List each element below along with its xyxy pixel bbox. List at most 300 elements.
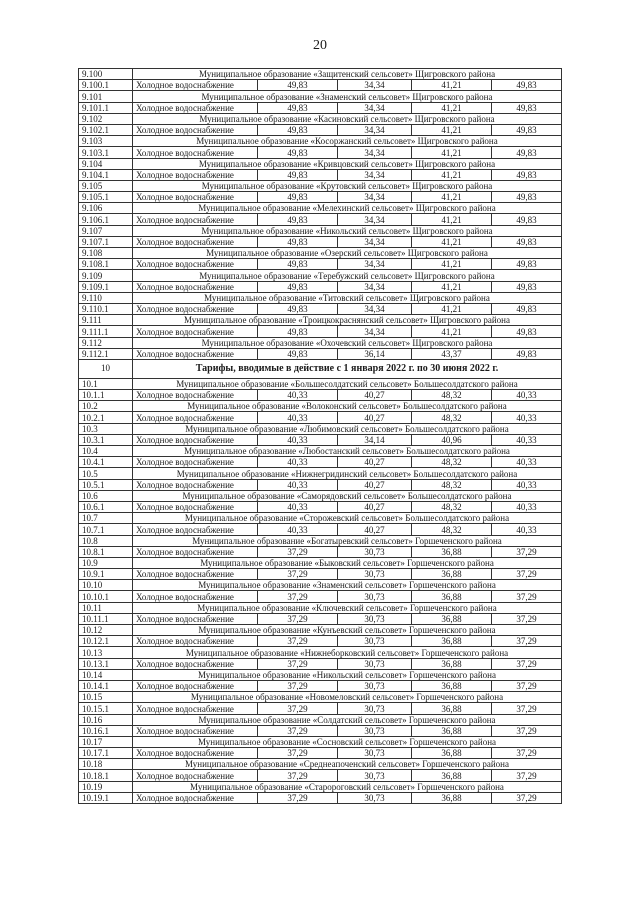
- tariff-value-3: 41,21: [412, 281, 492, 292]
- row-code: 9.100: [79, 69, 133, 80]
- municipality-name: Муниципальное образование «Троицкокраснянский сельсовет» Щигровского района: [133, 315, 562, 326]
- tariff-value-2: 34,34: [338, 259, 412, 270]
- municipality-name: Муниципальное образование «Мелехинский сельсовет» Щигровского района: [133, 203, 562, 214]
- entity-row: [79, 225, 562, 236]
- tariff-value-3: 36,88: [412, 546, 492, 557]
- tariff-value-3: 36,88: [412, 770, 492, 781]
- tariff-table: [78, 68, 562, 804]
- row-code: 10.3: [79, 423, 133, 434]
- tariff-value-3: 36,88: [412, 792, 492, 803]
- municipality-name: Муниципальное образование «Защитенский сельсовет» Щигровского района: [133, 69, 562, 80]
- entity-row: [79, 158, 562, 169]
- row-code: 10.17: [79, 736, 133, 747]
- row-code: 9.106: [79, 203, 133, 214]
- row-code: 10.1.1: [79, 390, 133, 401]
- tariff-value-2: 30,73: [338, 680, 412, 691]
- tariff-value-4: 37,29: [492, 636, 562, 647]
- row-code: 10.4.1: [79, 457, 133, 468]
- tariff-value-1: 37,29: [258, 725, 338, 736]
- tariff-value-3: 36,88: [412, 636, 492, 647]
- tariff-row: [79, 792, 562, 803]
- section-row: [79, 359, 562, 378]
- municipality-name: Муниципальное образование «Косоржанский сельсовет» Щигровского района: [133, 136, 562, 147]
- tariff-value-1: 37,29: [258, 658, 338, 669]
- tariff-value-3: 41,21: [412, 236, 492, 247]
- tariff-value-2: 34,34: [338, 236, 412, 247]
- service-name: Холодное водоснабжение: [133, 390, 258, 401]
- tariff-row: [79, 703, 562, 714]
- entity-row: [79, 315, 562, 326]
- entity-row: [79, 647, 562, 658]
- tariff-value-4: 37,29: [492, 680, 562, 691]
- tariff-value-1: 49,83: [258, 236, 338, 247]
- tariff-value-1: 49,83: [258, 80, 338, 91]
- tariff-value-1: 37,29: [258, 792, 338, 803]
- entity-row: [79, 401, 562, 412]
- row-code: 9.110: [79, 292, 133, 303]
- tariff-value-1: 49,83: [258, 214, 338, 225]
- row-code: 10.11: [79, 602, 133, 613]
- service-name: Холодное водоснабжение: [133, 259, 258, 270]
- row-code: 9.108: [79, 248, 133, 259]
- entity-row: [79, 378, 562, 389]
- tariff-value-2: 30,73: [338, 792, 412, 803]
- tariff-row: [79, 303, 562, 314]
- row-code: 9.101.1: [79, 102, 133, 113]
- page-number: 20: [313, 38, 327, 53]
- tariff-value-2: 34,34: [338, 102, 412, 113]
- tariff-row: [79, 725, 562, 736]
- tariff-value-4: 49,83: [492, 281, 562, 292]
- service-name: Холодное водоснабжение: [133, 80, 258, 91]
- service-name: Холодное водоснабжение: [133, 680, 258, 691]
- municipality-name: Муниципальное образование «Знаменский сельсовет» Горшеченского района: [133, 580, 562, 591]
- tariff-value-4: 49,83: [492, 102, 562, 113]
- entity-row: [79, 136, 562, 147]
- tariff-row: [79, 434, 562, 445]
- tariff-value-1: 37,29: [258, 680, 338, 691]
- tariff-value-2: 40,27: [338, 457, 412, 468]
- tariff-value-4: 49,83: [492, 348, 562, 359]
- entity-row: [79, 580, 562, 591]
- tariff-value-4: 49,83: [492, 124, 562, 135]
- row-code: 10.18.1: [79, 770, 133, 781]
- tariff-row: [79, 412, 562, 423]
- row-code: 9.105: [79, 180, 133, 191]
- row-code: 10.1: [79, 378, 133, 389]
- tariff-value-4: 49,83: [492, 147, 562, 158]
- service-name: Холодное водоснабжение: [133, 434, 258, 445]
- entity-row: [79, 203, 562, 214]
- tariff-row: [79, 326, 562, 337]
- tariff-value-4: 37,29: [492, 725, 562, 736]
- entity-row: [79, 781, 562, 792]
- tariff-value-1: 40,33: [258, 457, 338, 468]
- service-name: Холодное водоснабжение: [133, 658, 258, 669]
- tariff-value-1: 37,29: [258, 591, 338, 602]
- row-code: 10.10: [79, 580, 133, 591]
- municipality-name: Муниципальное образование «Солдатский сельсовет» Горшеченского района: [133, 714, 562, 725]
- row-code: 10.5.1: [79, 479, 133, 490]
- tariff-value-4: 37,29: [492, 703, 562, 714]
- tariff-value-1: 49,83: [258, 348, 338, 359]
- tariff-row: [79, 569, 562, 580]
- tariff-value-4: 49,83: [492, 236, 562, 247]
- row-code: 9.104.1: [79, 169, 133, 180]
- row-code: 10.14.1: [79, 680, 133, 691]
- row-code: 9.111.1: [79, 326, 133, 337]
- tariff-value-4: 40,33: [492, 390, 562, 401]
- tariff-value-1: 49,83: [258, 259, 338, 270]
- section-title: Тарифы, вводимые в действие с 1 января 2022 г. по 30 июня 2022 г.: [133, 359, 562, 378]
- tariff-value-2: 34,34: [338, 303, 412, 314]
- tariff-value-3: 41,21: [412, 192, 492, 203]
- row-code: 9.111: [79, 315, 133, 326]
- entity-row: [79, 736, 562, 747]
- row-code: 9.112.1: [79, 348, 133, 359]
- tariff-value-3: 41,21: [412, 102, 492, 113]
- tariff-row: [79, 348, 562, 359]
- municipality-name: Муниципальное образование «Никольский сельсовет» Горшеченского района: [133, 669, 562, 680]
- service-name: Холодное водоснабжение: [133, 169, 258, 180]
- tariff-value-2: 30,73: [338, 591, 412, 602]
- tariff-row: [79, 236, 562, 247]
- tariff-value-2: 30,73: [338, 658, 412, 669]
- municipality-name: Муниципальное образование «Титовский сельсовет» Щигровского района: [133, 292, 562, 303]
- row-code: 10.3.1: [79, 434, 133, 445]
- entity-row: [79, 248, 562, 259]
- tariff-row: [79, 390, 562, 401]
- municipality-name: Муниципальное образование «Старороговский сельсовет» Горшеченского района: [133, 781, 562, 792]
- row-code: 9.106.1: [79, 214, 133, 225]
- entity-row: [79, 468, 562, 479]
- tariff-row: [79, 281, 562, 292]
- service-name: Холодное водоснабжение: [133, 412, 258, 423]
- service-name: Холодное водоснабжение: [133, 303, 258, 314]
- tariff-value-2: 34,34: [338, 124, 412, 135]
- row-code: 10.9: [79, 557, 133, 568]
- tariff-row: [79, 501, 562, 512]
- municipality-name: Муниципальное образование «Большесолдатский сельсовет» Большесолдатского района: [133, 378, 562, 389]
- tariff-value-4: 40,33: [492, 412, 562, 423]
- tariff-value-4: 40,33: [492, 457, 562, 468]
- municipality-name: Муниципальное образование «Сторожевский сельсовет» Большесолдатского района: [133, 513, 562, 524]
- tariff-value-2: 30,73: [338, 748, 412, 759]
- tariff-row: [79, 770, 562, 781]
- municipality-name: Муниципальное образование «Охочевский сельсовет» Щигровского района: [133, 337, 562, 348]
- row-code: 9.102.1: [79, 124, 133, 135]
- entity-row: [79, 292, 562, 303]
- row-code: 10.12: [79, 625, 133, 636]
- service-name: Холодное водоснабжение: [133, 236, 258, 247]
- row-code: 10.13: [79, 647, 133, 658]
- entity-row: [79, 759, 562, 770]
- tariff-value-1: 40,33: [258, 390, 338, 401]
- row-code: 10.6.1: [79, 501, 133, 512]
- tariff-value-4: 37,29: [492, 569, 562, 580]
- tariff-value-2: 30,73: [338, 546, 412, 557]
- row-code: 10.19.1: [79, 792, 133, 803]
- entity-row: [79, 714, 562, 725]
- row-code: 9.109: [79, 270, 133, 281]
- tariff-value-3: 48,32: [412, 479, 492, 490]
- service-name: Холодное водоснабжение: [133, 770, 258, 781]
- row-code: 9.109.1: [79, 281, 133, 292]
- row-code: 10.12.1: [79, 636, 133, 647]
- row-code: 10.16.1: [79, 725, 133, 736]
- entity-row: [79, 557, 562, 568]
- row-code: 9.100.1: [79, 80, 133, 91]
- tariff-value-3: 41,21: [412, 326, 492, 337]
- row-code: 10.5: [79, 468, 133, 479]
- tariff-value-1: 37,29: [258, 613, 338, 624]
- tariff-value-4: 49,83: [492, 169, 562, 180]
- tariff-value-3: 41,21: [412, 169, 492, 180]
- municipality-name: Муниципальное образование «Богатыревский сельсовет» Горшеченского района: [133, 535, 562, 546]
- tariff-value-3: 48,32: [412, 501, 492, 512]
- service-name: Холодное водоснабжение: [133, 124, 258, 135]
- tariff-value-3: 43,37: [412, 348, 492, 359]
- tariff-value-4: 49,83: [492, 80, 562, 91]
- row-code: 10.9.1: [79, 569, 133, 580]
- tariff-value-3: 41,21: [412, 80, 492, 91]
- row-code: 9.103.1: [79, 147, 133, 158]
- tariff-value-1: 37,29: [258, 636, 338, 647]
- row-code: 9.112: [79, 337, 133, 348]
- entity-row: [79, 337, 562, 348]
- row-code: 9.103: [79, 136, 133, 147]
- tariff-value-2: 34,14: [338, 434, 412, 445]
- service-name: Холодное водоснабжение: [133, 501, 258, 512]
- tariff-value-2: 40,27: [338, 390, 412, 401]
- tariff-value-3: 41,21: [412, 303, 492, 314]
- tariff-value-4: 40,33: [492, 524, 562, 535]
- tariff-row: [79, 748, 562, 759]
- tariff-value-1: 40,33: [258, 524, 338, 535]
- tariff-row: [79, 169, 562, 180]
- service-name: Холодное водоснабжение: [133, 479, 258, 490]
- service-name: Холодное водоснабжение: [133, 457, 258, 468]
- tariff-value-1: 37,29: [258, 703, 338, 714]
- section-code: 10: [79, 359, 133, 378]
- service-name: Холодное водоснабжение: [133, 281, 258, 292]
- tariff-value-4: 40,33: [492, 479, 562, 490]
- row-code: 10.14: [79, 669, 133, 680]
- tariff-row: [79, 591, 562, 602]
- tariff-value-3: 48,32: [412, 412, 492, 423]
- tariff-value-4: 40,33: [492, 501, 562, 512]
- entity-row: [79, 446, 562, 457]
- row-code: 10.15: [79, 692, 133, 703]
- tariff-value-3: 41,21: [412, 124, 492, 135]
- row-code: 10.15.1: [79, 703, 133, 714]
- tariff-value-3: 48,32: [412, 390, 492, 401]
- municipality-name: Муниципальное образование «Касиновский сельсовет» Щигровского района: [133, 113, 562, 124]
- tariff-value-1: 49,83: [258, 303, 338, 314]
- entity-row: [79, 423, 562, 434]
- tariff-value-4: 49,83: [492, 214, 562, 225]
- tariff-value-2: 34,34: [338, 326, 412, 337]
- tariff-value-1: 49,83: [258, 281, 338, 292]
- entity-row: [79, 535, 562, 546]
- tariff-value-4: 49,83: [492, 326, 562, 337]
- tariff-value-2: 30,73: [338, 569, 412, 580]
- tariff-value-2: 40,27: [338, 524, 412, 535]
- tariff-value-3: 36,88: [412, 680, 492, 691]
- tariff-row: [79, 636, 562, 647]
- tariff-table-body: [79, 69, 562, 804]
- service-name: Холодное водоснабжение: [133, 192, 258, 203]
- tariff-row: [79, 479, 562, 490]
- entity-row: [79, 625, 562, 636]
- tariff-value-1: 40,33: [258, 501, 338, 512]
- entity-row: [79, 692, 562, 703]
- tariff-value-4: 37,29: [492, 591, 562, 602]
- tariff-value-1: 40,33: [258, 434, 338, 445]
- service-name: Холодное водоснабжение: [133, 703, 258, 714]
- row-code: 9.101: [79, 91, 133, 102]
- tariff-value-1: 37,29: [258, 546, 338, 557]
- tariff-value-2: 30,73: [338, 770, 412, 781]
- row-code: 10.7.1: [79, 524, 133, 535]
- entity-row: [79, 513, 562, 524]
- row-code: 9.110.1: [79, 303, 133, 314]
- municipality-name: Муниципальное образование «Любимовский сельсовет» Большесолдатского района: [133, 423, 562, 434]
- row-code: 10.16: [79, 714, 133, 725]
- entity-row: [79, 91, 562, 102]
- row-code: 10.7: [79, 513, 133, 524]
- entity-row: [79, 490, 562, 501]
- tariff-value-3: 36,88: [412, 703, 492, 714]
- row-code: 9.102: [79, 113, 133, 124]
- tariff-value-2: 36,14: [338, 348, 412, 359]
- tariff-value-2: 40,27: [338, 479, 412, 490]
- entity-row: [79, 69, 562, 80]
- tariff-value-3: 36,88: [412, 748, 492, 759]
- tariff-value-4: 37,29: [492, 748, 562, 759]
- tariff-value-2: 30,73: [338, 613, 412, 624]
- service-name: Холодное водоснабжение: [133, 102, 258, 113]
- tariff-value-3: 36,88: [412, 725, 492, 736]
- municipality-name: Муниципальное образование «Волоконский сельсовет» Большесолдатского района: [133, 401, 562, 412]
- tariff-value-4: 37,29: [492, 613, 562, 624]
- tariff-value-2: 34,34: [338, 192, 412, 203]
- tariff-value-3: 41,21: [412, 147, 492, 158]
- municipality-name: Муниципальное образование «Среднеапоченский сельсовет» Горшеченского района: [133, 759, 562, 770]
- tariff-value-2: 40,27: [338, 412, 412, 423]
- row-code: 9.107.1: [79, 236, 133, 247]
- tariff-value-3: 36,88: [412, 658, 492, 669]
- municipality-name: Муниципальное образование «Никольский сельсовет» Щигровского района: [133, 225, 562, 236]
- row-code: 10.10.1: [79, 591, 133, 602]
- row-code: 10.8: [79, 535, 133, 546]
- tariff-value-1: 49,83: [258, 124, 338, 135]
- municipality-name: Муниципальное образование «Быковский сельсовет» Горшеченского района: [133, 557, 562, 568]
- municipality-name: Муниципальное образование «Кривцовский сельсовет» Щигровского района: [133, 158, 562, 169]
- tariff-value-3: 48,32: [412, 524, 492, 535]
- row-code: 9.107: [79, 225, 133, 236]
- tariff-value-4: 49,83: [492, 192, 562, 203]
- tariff-value-2: 30,73: [338, 636, 412, 647]
- municipality-name: Муниципальное образование «Ключевский сельсовет» Горшеченского района: [133, 602, 562, 613]
- tariff-value-1: 40,33: [258, 412, 338, 423]
- tariff-row: [79, 680, 562, 691]
- row-code: 10.2: [79, 401, 133, 412]
- tariff-value-4: 49,83: [492, 303, 562, 314]
- service-name: Холодное водоснабжение: [133, 524, 258, 535]
- tariff-value-2: 30,73: [338, 703, 412, 714]
- tariff-value-2: 34,34: [338, 281, 412, 292]
- tariff-value-4: 37,29: [492, 658, 562, 669]
- tariff-row: [79, 80, 562, 91]
- tariff-value-1: 37,29: [258, 748, 338, 759]
- row-code: 10.6: [79, 490, 133, 501]
- tariff-row: [79, 457, 562, 468]
- entity-row: [79, 113, 562, 124]
- municipality-name: Муниципальное образование «Нижнегридинский сельсовет» Большесолдатского района: [133, 468, 562, 479]
- service-name: Холодное водоснабжение: [133, 348, 258, 359]
- tariff-row: [79, 658, 562, 669]
- tariff-row: [79, 259, 562, 270]
- service-name: Холодное водоснабжение: [133, 636, 258, 647]
- tariff-value-2: 40,27: [338, 501, 412, 512]
- row-code: 10.2.1: [79, 412, 133, 423]
- tariff-value-3: 40,96: [412, 434, 492, 445]
- tariff-row: [79, 613, 562, 624]
- tariff-value-2: 34,34: [338, 169, 412, 180]
- tariff-value-4: 37,29: [492, 770, 562, 781]
- tariff-row: [79, 546, 562, 557]
- tariff-value-4: 40,33: [492, 434, 562, 445]
- tariff-value-2: 30,73: [338, 725, 412, 736]
- tariff-value-3: 41,21: [412, 259, 492, 270]
- row-code: 9.105.1: [79, 192, 133, 203]
- row-code: 10.11.1: [79, 613, 133, 624]
- municipality-name: Муниципальное образование «Сосновский сельсовет» Горшеченского района: [133, 736, 562, 747]
- tariff-value-1: 37,29: [258, 770, 338, 781]
- tariff-value-4: 37,29: [492, 546, 562, 557]
- service-name: Холодное водоснабжение: [133, 748, 258, 759]
- municipality-name: Муниципальное образование «Нижнеборковский сельсовет» Горшеченского района: [133, 647, 562, 658]
- entity-row: [79, 602, 562, 613]
- tariff-row: [79, 124, 562, 135]
- tariff-value-1: 49,83: [258, 169, 338, 180]
- tariff-value-3: 36,88: [412, 591, 492, 602]
- service-name: Холодное водоснабжение: [133, 591, 258, 602]
- tariff-row: [79, 147, 562, 158]
- tariff-value-4: 37,29: [492, 792, 562, 803]
- tariff-value-1: 49,83: [258, 102, 338, 113]
- tariff-row: [79, 192, 562, 203]
- row-code: 9.104: [79, 158, 133, 169]
- row-code: 9.108.1: [79, 259, 133, 270]
- service-name: Холодное водоснабжение: [133, 147, 258, 158]
- tariff-value-1: 49,83: [258, 192, 338, 203]
- tariff-value-1: 49,83: [258, 147, 338, 158]
- tariff-value-1: 49,83: [258, 326, 338, 337]
- row-code: 10.18: [79, 759, 133, 770]
- row-code: 10.17.1: [79, 748, 133, 759]
- row-code: 10.4: [79, 446, 133, 457]
- row-code: 10.13.1: [79, 658, 133, 669]
- tariff-value-3: 36,88: [412, 613, 492, 624]
- municipality-name: Муниципальное образование «Новомеловский сельсовет» Горшеченского района: [133, 692, 562, 703]
- municipality-name: Муниципальное образование «Крутовский сельсовет» Щигровского района: [133, 180, 562, 191]
- entity-row: [79, 669, 562, 680]
- row-code: 10.8.1: [79, 546, 133, 557]
- municipality-name: Муниципальное образование «Теребужский сельсовет» Щигровского района: [133, 270, 562, 281]
- service-name: Холодное водоснабжение: [133, 792, 258, 803]
